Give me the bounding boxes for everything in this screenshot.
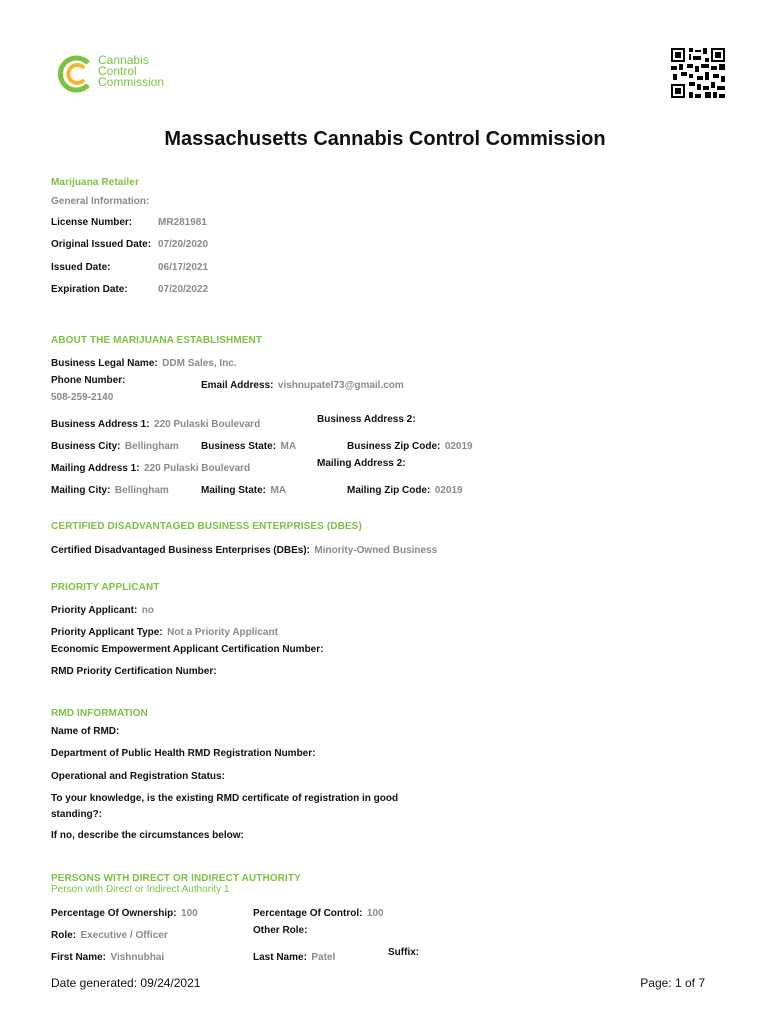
business-city-value: Bellingham [124, 441, 179, 452]
priority-applicant-value: no [141, 605, 154, 616]
email-row [201, 375, 404, 393]
mailing-address-2-label: Mailing Address 2: [317, 458, 406, 469]
control-value: 100 [366, 908, 384, 919]
logo-line-3: Commission [98, 75, 165, 89]
license-number-label: License Number: [51, 217, 133, 228]
business-state-row [201, 436, 296, 454]
eea-number-label: Economic Empowerment Applicant Certification Number: [51, 644, 324, 655]
last-name-label: Last Name: [253, 952, 307, 963]
mailing-zip-value: 02019 [434, 485, 463, 496]
mailing-state-value: MA [270, 485, 287, 496]
business-zip-row [347, 436, 473, 454]
original-issued-value: 07/20/2020 [158, 239, 209, 250]
dbe-row [51, 540, 437, 558]
business-address-1-label: Business Address 1: [51, 419, 150, 430]
good-standing-label-line2: standing?: [51, 809, 103, 820]
expiration-date-value: 07/20/2022 [158, 284, 209, 295]
mailing-city-value: Bellingham [114, 485, 169, 496]
first-name-value: Vishnubhai [110, 952, 165, 963]
mailing-address-1-label: Mailing Address 1: [51, 463, 140, 474]
qr-code-icon [671, 48, 725, 98]
priority-type-value: Not a Priority Applicant [167, 627, 278, 638]
priority-applicant-row [51, 600, 154, 618]
issued-date-label: Issued Date: [51, 262, 111, 273]
logo-wordmark [98, 55, 164, 88]
logo-line-1: Cannabis [98, 53, 149, 67]
last-name-value: Patel [311, 952, 336, 963]
issued-date-value: 06/17/2021 [158, 262, 209, 273]
business-zip-label: Business Zip Code: [347, 441, 441, 452]
mailing-address-1-row [51, 458, 250, 476]
date-generated: Date generated: 09/24/2021 [51, 976, 201, 990]
original-issued-label: Original Issued Date: [51, 239, 152, 250]
ownership-label: Percentage Of Ownership: [51, 908, 177, 919]
phone-value: 508-259-2140 [51, 392, 114, 403]
license-type: Marijuana Retailer [51, 177, 139, 188]
email-value: vishnupatel73@gmail.com [277, 380, 404, 391]
general-info-heading: General Information: [51, 196, 150, 207]
mailing-zip-label: Mailing Zip Code: [347, 485, 431, 496]
persons-subheading: Person with Direct or Indirect Authority 1 [51, 884, 230, 895]
dbe-label: Certified Disadvantaged Business Enterprises (DBEs): [51, 545, 310, 556]
business-address-1-row [51, 414, 260, 432]
ownership-row [51, 903, 198, 921]
establishment-heading: ABOUT THE MARIJUANA ESTABLISHMENT [51, 335, 263, 346]
email-label: Email Address: [201, 380, 274, 391]
dbe-heading: CERTIFIED DISADVANTAGED BUSINESS ENTERPRISES (DBES) [51, 521, 362, 532]
mailing-zip-row [347, 480, 463, 498]
first-name-label: First Name: [51, 952, 107, 963]
control-label: Percentage Of Control: [253, 908, 363, 919]
operational-status-label: Operational and Registration Status: [51, 771, 225, 782]
legal-name-label: Business Legal Name: [51, 358, 158, 369]
first-name-row [51, 947, 164, 965]
legal-name-row [51, 353, 237, 371]
persons-heading: PERSONS WITH DIRECT OR INDIRECT AUTHORITY [51, 873, 301, 884]
mailing-city-row [51, 480, 169, 498]
mailing-address-1-value: 220 Pulaski Boulevard [144, 463, 251, 474]
priority-type-label: Priority Applicant Type: [51, 627, 163, 638]
priority-heading: PRIORITY APPLICANT [51, 582, 160, 593]
business-address-1-value: 220 Pulaski Boulevard [154, 419, 261, 430]
expiration-date-label: Expiration Date: [51, 284, 128, 295]
page-title: Massachusetts Cannabis Control Commission [164, 128, 606, 150]
business-city-label: Business City: [51, 441, 121, 452]
ownership-value: 100 [181, 908, 198, 919]
business-zip-value: 02019 [444, 441, 473, 452]
license-number-value: MR281981 [158, 217, 207, 228]
role-label: Role: [51, 930, 76, 941]
suffix-label: Suffix: [388, 947, 420, 958]
priority-type-row [51, 622, 278, 640]
logo-mark-icon [54, 54, 98, 94]
dbe-value: Minority-Owned Business [314, 545, 438, 556]
priority-applicant-label: Priority Applicant: [51, 605, 138, 616]
page-number: Page: 1 of 7 [640, 976, 705, 990]
commission-logo [54, 52, 184, 100]
business-city-row [51, 436, 179, 454]
role-value: Executive / Officer [80, 930, 168, 941]
phone-label: Phone Number: [51, 375, 126, 386]
rmd-name-label: Name of RMD: [51, 726, 120, 737]
rmd-priority-number-label: RMD Priority Certification Number: [51, 666, 217, 677]
mailing-state-label: Mailing State: [201, 485, 267, 496]
good-standing-label-line1: To your knowledge, is the existing RMD certificate of registration in good [51, 793, 399, 804]
mailing-city-label: Mailing City: [51, 485, 111, 496]
business-state-value: MA [280, 441, 297, 452]
dph-registration-label: Department of Public Health RMD Registration Number: [51, 748, 316, 759]
business-state-label: Business State: [201, 441, 277, 452]
business-address-2-label: Business Address 2: [317, 414, 416, 425]
other-role-label: Other Role: [253, 925, 308, 936]
legal-name-value: DDM Sales, Inc. [162, 358, 237, 369]
logo-line-2: Control [98, 64, 137, 78]
last-name-row [253, 947, 335, 965]
role-row [51, 925, 168, 943]
rmd-heading: RMD INFORMATION [51, 708, 148, 719]
if-no-label: If no, describe the circumstances below: [51, 830, 244, 841]
control-row [253, 903, 384, 921]
mailing-state-row [201, 480, 286, 498]
